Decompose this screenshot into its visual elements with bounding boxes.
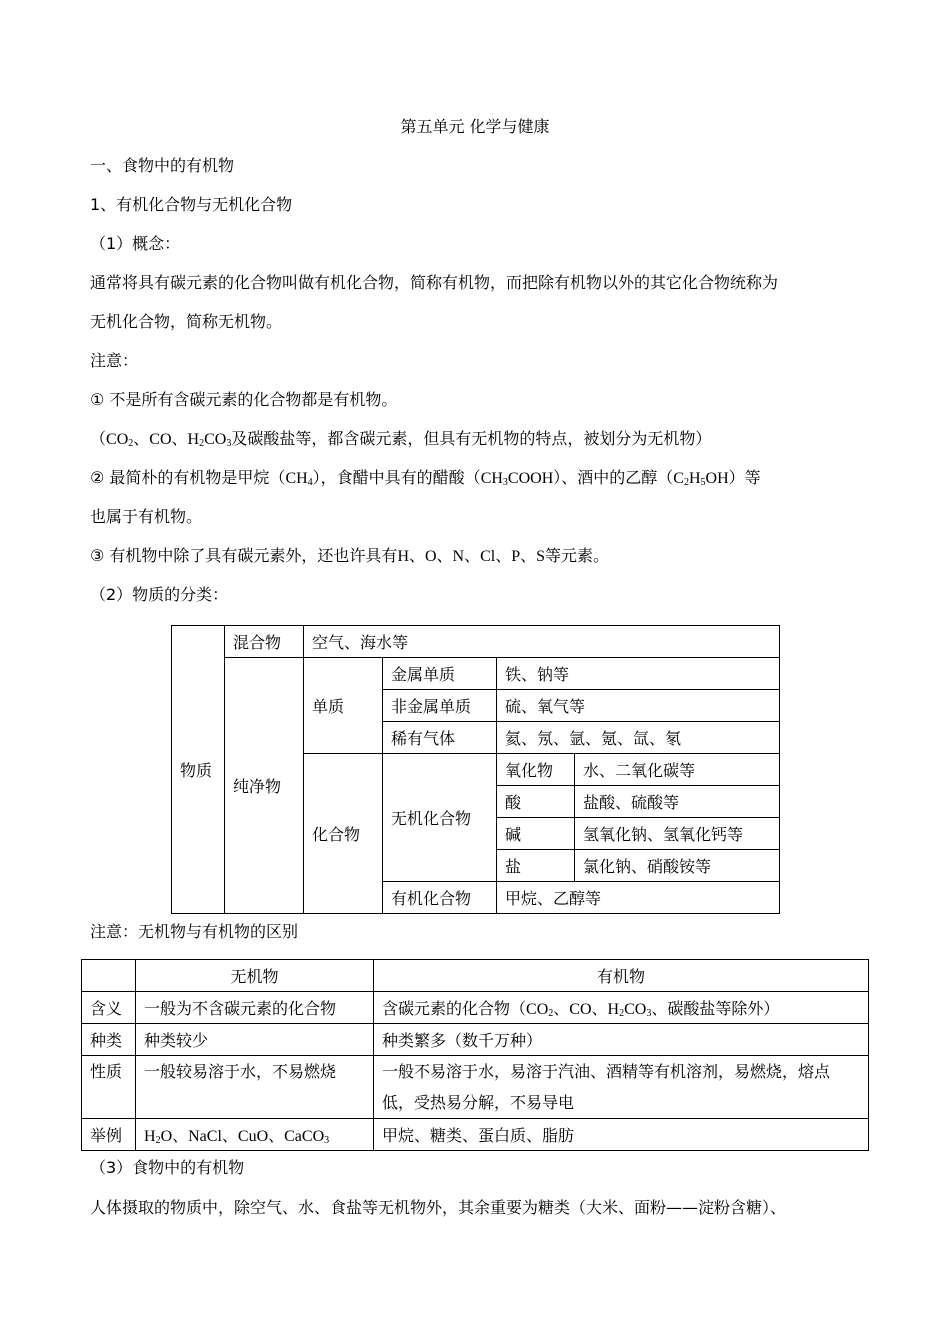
classification-heading: （2）物质的分类： — [90, 585, 229, 604]
table-row — [82, 960, 869, 992]
cell-inorganic-meaning: 一般为不含碳元素的化合物 — [136, 992, 374, 1024]
note-item-1: ① 不是所有含碳元素的化合物都是有机物。 — [90, 390, 398, 409]
note-item-2-line2: 也属于有机物。 — [90, 507, 203, 526]
note-item-1-detail: （$CO_2$、CO、$H_2CO_3$及碳酸盐等，都含碳元素，但具有无机物的特点，被划分为无机物） — [90, 429, 712, 449]
concept-text-line2: 无机化合物，简称无机物。 — [90, 312, 283, 331]
table-row — [82, 1056, 869, 1119]
subsection-heading: 1、有机化合物与无机化合物 — [90, 195, 293, 214]
cell-organic-compound: 有机化合物 — [383, 882, 497, 914]
cell-organic-meaning: 含碳元素的化合物（$CO_2$、CO、$H_2CO_3$、碳酸盐等除外） — [374, 992, 869, 1024]
cell-nonmetal-example: 硫、氧气等 — [497, 690, 780, 722]
cell-salt-example: 氯化钠、硝酸铵等 — [575, 850, 780, 882]
cell-nonmetal: 非金属单质 — [383, 690, 497, 722]
row-label-variety: 种类 — [82, 1024, 136, 1056]
concept-text-line1: 通常将具有碳元素的化合物叫做有机化合物，简称有机物，而把除有机物以外的其它化合物统称为 — [90, 273, 779, 292]
note-item-3: ③ 有机物中除了具有碳元素外，还也许具有H、O、N、Cl、P、S等元素。 — [90, 546, 610, 565]
cell-oxide: 氧化物 — [497, 754, 575, 786]
table-row — [172, 626, 780, 658]
row-label-property: 性质 — [82, 1056, 136, 1119]
cell-inorganic-property: 一般较易溶于水，不易燃烧 — [136, 1056, 374, 1119]
cell-organic-example: 甲烷、乙醇等 — [497, 882, 780, 914]
table-row — [82, 1024, 869, 1056]
page-title: 第五单元 化学与健康 — [400, 117, 550, 136]
cell-acid: 酸 — [497, 786, 575, 818]
food-organic-text-line1: 人体摄取的物质中，除空气、水、食盐等无机物外，其余重要为糖类（大米、面粉——淀粉含糖）、 — [90, 1198, 787, 1217]
cell-empty-header — [82, 960, 136, 992]
section-heading: 一、食物中的有机物 — [90, 156, 235, 175]
cell-oxide-example: 水、二氧化碳等 — [575, 754, 780, 786]
row-label-example: 举例 — [82, 1119, 136, 1151]
note-label: 注意： — [90, 351, 139, 370]
cell-element: 单质 — [304, 658, 383, 754]
food-organic-heading: （3）食物中的有机物 — [90, 1158, 245, 1177]
comparison-table — [81, 959, 869, 1151]
cell-inorganic-variety: 种类较少 — [136, 1024, 374, 1056]
cell-salt: 盐 — [497, 850, 575, 882]
cell-inorganic-example: $H_2O$、NaCl、CuO、CaCO$_3$ — [136, 1119, 374, 1151]
header-inorganic: 无机物 — [136, 960, 374, 992]
cell-pure-substance: 纯净物 — [225, 658, 304, 914]
cell-compound: 化合物 — [304, 754, 383, 914]
header-organic: 有机物 — [374, 960, 869, 992]
cell-metal: 金属单质 — [383, 658, 497, 690]
substance-classification-table — [171, 625, 780, 914]
cell-acid-example: 盐酸、硫酸等 — [575, 786, 780, 818]
cell-noble-gas-example: 氦、氖、氩、氪、氙、氡 — [497, 722, 780, 754]
cell-organic-property: 一般不易溶于水，易溶于汽油、酒精等有机溶剂，易燃烧，熔点低，受热易分解，不易导电 — [374, 1056, 869, 1119]
cell-base-example: 氢氧化钠、氢氧化钙等 — [575, 818, 780, 850]
note-item-2: ② 最简朴的有机物是甲烷$(CH_4)$，食醋中具有的醋酸$(CH_3COOH)$、酒中的乙醇$(C_2H_5OH)$等 — [90, 468, 761, 488]
cell-mixture: 混合物 — [225, 626, 304, 658]
cell-noble-gas: 稀有气体 — [383, 722, 497, 754]
table-row — [82, 1119, 869, 1151]
cell-organic-variety: 种类繁多（数千万种） — [374, 1024, 869, 1056]
concept-heading: （1）概念： — [90, 234, 181, 253]
table-row — [172, 658, 780, 690]
comparison-note: 注意：无机物与有机物的区别 — [90, 922, 299, 941]
cell-inorganic-compound: 无机化合物 — [383, 754, 497, 882]
row-label-meaning: 含义 — [82, 992, 136, 1024]
cell-metal-example: 铁、钠等 — [497, 658, 780, 690]
cell-base: 碱 — [497, 818, 575, 850]
cell-substance: 物质 — [172, 626, 225, 914]
cell-mixture-example: 空气、海水等 — [304, 626, 780, 658]
cell-organic-example: 甲烷、糖类、蛋白质、脂肪 — [374, 1119, 869, 1151]
table-row — [82, 992, 869, 1024]
